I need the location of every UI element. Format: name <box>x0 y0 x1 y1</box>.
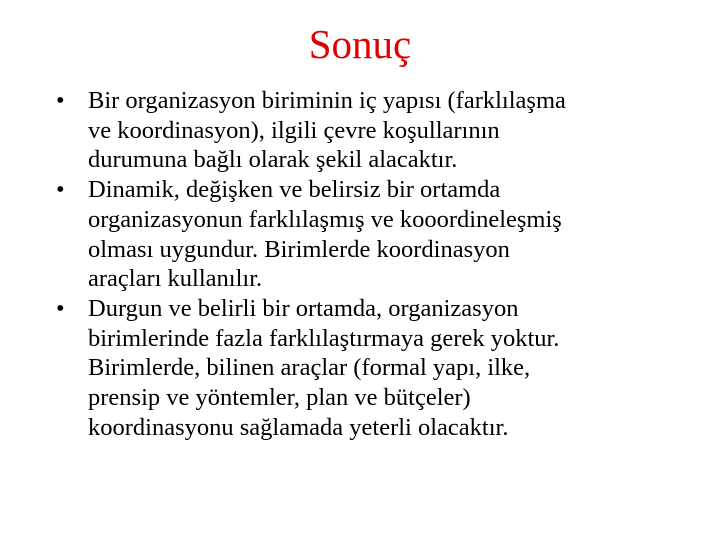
bullet-item <box>56 294 666 443</box>
bullet-line: Dinamik, değişken ve belirsiz bir ortamda <box>88 176 501 204</box>
bullet-dot-icon: • <box>56 294 65 322</box>
bullet-list <box>56 86 666 442</box>
bullet-item <box>56 86 666 175</box>
bullet-item <box>56 175 666 294</box>
bullet-line: birimlerinde fazla farklılaştırmaya gerek yoktur. <box>88 324 560 352</box>
bullet-line: Bir organizasyon biriminin iç yapısı (farklılaşma <box>88 87 566 114</box>
bullet-line: ve koordinasyon), ilgili çevre koşullarının <box>88 116 500 144</box>
bullet-line: Birimlerde, bilinen araçlar (formal yapı, ilke, <box>88 354 531 382</box>
bullet-dot-icon: • <box>56 176 65 204</box>
bullet-line: Durgun ve belirli bir ortamda, organizasyon <box>88 294 519 322</box>
bullet-dot-icon: • <box>56 87 65 114</box>
bullet-line: organizasyonun farklılaşmış ve kooordineleşmiş <box>88 205 562 233</box>
bullet-line: araçları kullanılır. <box>88 265 263 293</box>
bullet-line: koordinasyonu sağlamada yeterli olacaktır. <box>88 413 509 441</box>
slide-title: Sonuç <box>308 21 412 67</box>
bullet-line: durumuna bağlı olarak şekil alacaktır. <box>88 146 458 174</box>
bullet-line: prensip ve yöntemler, plan ve bütçeler) <box>88 384 471 412</box>
bullet-line: olması uygundur. Birimlerde koordinasyon <box>88 235 510 263</box>
